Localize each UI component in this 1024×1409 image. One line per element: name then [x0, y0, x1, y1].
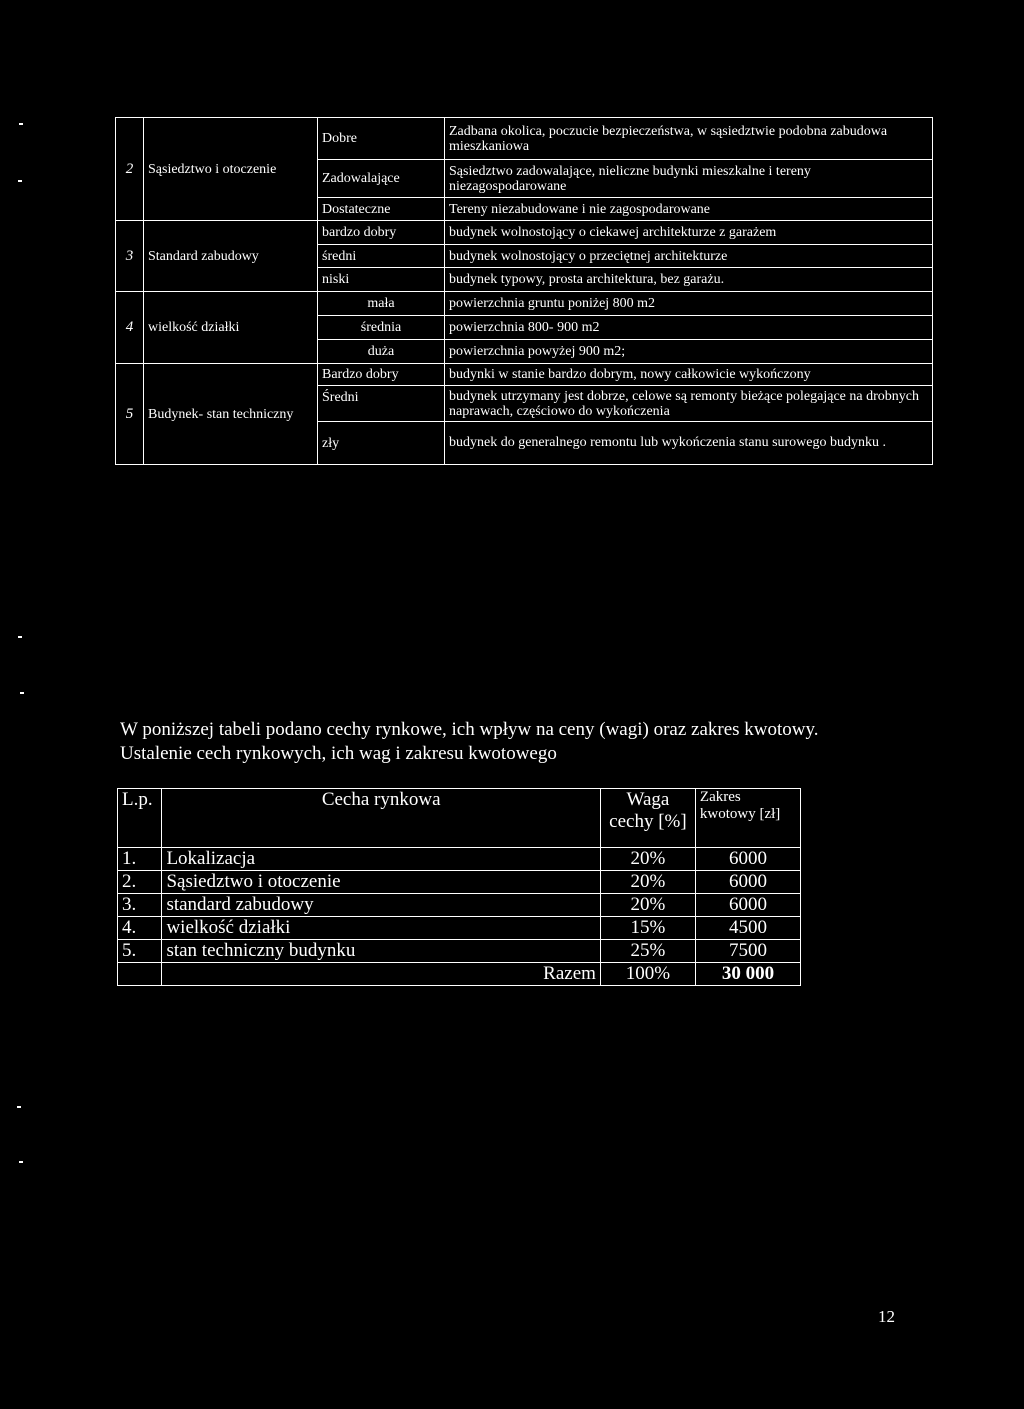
cell-feature: wielkość działki	[162, 917, 600, 940]
page-number: 12	[878, 1307, 895, 1326]
grade-description: budynek do generalnego remontu lub wykończenia stanu surowego budynku .	[445, 422, 933, 465]
scan-speck	[20, 692, 24, 694]
table-row	[118, 917, 801, 940]
grade-description: budynek wolnostojący o przeciętnej architekturze	[445, 245, 933, 268]
grade-description: Zadbana okolica, poczucie bezpieczeństwa, w sąsiedztwie podobna zabudowa mieszkaniowa	[445, 118, 933, 160]
cell-weight: 15%	[600, 917, 695, 940]
feature-name: wielkość działki	[144, 292, 318, 364]
row-number: 3	[116, 221, 144, 292]
grade-description: budynek typowy, prosta architektura, bez garażu.	[445, 268, 933, 292]
scan-speck	[17, 1106, 21, 1108]
caption-line-1: W poniższej tabeli podano cechy rynkowe, ich wpływ na ceny (wagi) oraz zakres kwotowy.	[120, 719, 819, 740]
header-feature: Cecha rynkowa	[162, 789, 600, 848]
grade-label: średni	[318, 245, 445, 268]
scan-speck	[19, 1161, 23, 1163]
cell-lp: 3.	[118, 894, 162, 917]
cell-weight: 20%	[600, 871, 695, 894]
grade-description: powierzchnia powyżej 900 m2;	[445, 340, 933, 364]
total-row	[118, 963, 801, 986]
grade-label: duża	[318, 340, 445, 364]
cell-amount: 6000	[695, 848, 800, 871]
feature-name: Standard zabudowy	[144, 221, 318, 292]
cell-feature: stan techniczny budynku	[162, 940, 600, 963]
grade-description: Sąsiedztwo zadowalające, nieliczne budynki mieszkalne i tereny niezagospodarowane	[445, 160, 933, 198]
row-number: 5	[116, 364, 144, 465]
cell-lp: 5.	[118, 940, 162, 963]
grade-description: powierzchnia 800- 900 m2	[445, 316, 933, 340]
scan-speck	[18, 636, 22, 638]
cell-weight: 20%	[600, 848, 695, 871]
table-row	[118, 871, 801, 894]
grade-label: średnia	[318, 316, 445, 340]
feature-name: Sąsiedztwo i otoczenie	[144, 118, 318, 221]
grade-label: Średni	[318, 386, 445, 422]
header-lp: L.p.	[118, 789, 162, 848]
grade-label: Dobre	[318, 118, 445, 160]
grade-label: niski	[318, 268, 445, 292]
cell-lp: 2.	[118, 871, 162, 894]
row-number: 2	[116, 118, 144, 221]
grade-label: mała	[318, 292, 445, 316]
cell-amount: 4500	[695, 917, 800, 940]
cell-lp: 1.	[118, 848, 162, 871]
total-amount: 30 000	[695, 963, 800, 986]
grade-label: Zadowalające	[318, 160, 445, 198]
caption-line-2: Ustalenie cech rynkowych, ich wag i zakresu kwotowego	[120, 743, 557, 764]
cell-weight: 20%	[600, 894, 695, 917]
features-table	[115, 117, 933, 465]
grade-description: powierzchnia gruntu poniżej 800 m2	[445, 292, 933, 316]
grade-label: Dostateczne	[318, 198, 445, 221]
grade-label: Bardzo dobry	[318, 364, 445, 386]
cell-amount: 7500	[695, 940, 800, 963]
header-weight: Waga cechy [%]	[600, 789, 695, 848]
total-label: Razem	[162, 963, 600, 986]
grade-description: budynek utrzymany jest dobrze, celowe są remonty bieżące polegające na drobnych naprawach, częściowo do wykończenia	[445, 386, 933, 422]
grade-description: budynek wolnostojący o ciekawej architekturze z garażem	[445, 221, 933, 245]
header-amount-range: Zakres kwotowy [zł]	[695, 789, 800, 848]
table-row	[118, 848, 801, 871]
feature-name: Budynek- stan techniczny	[144, 364, 318, 465]
cell-feature: standard zabudowy	[162, 894, 600, 917]
scan-speck	[19, 123, 23, 125]
grade-label: bardzo dobry	[318, 221, 445, 245]
cell-feature: Sąsiedztwo i otoczenie	[162, 871, 600, 894]
grade-description: Tereny niezabudowane i nie zagospodarowane	[445, 198, 933, 221]
scan-speck	[18, 180, 22, 182]
grade-label: zły	[318, 422, 445, 465]
table-header-row	[118, 789, 801, 848]
cell-lp-empty	[118, 963, 162, 986]
grade-description: budynki w stanie bardzo dobrym, nowy całkowicie wykończony	[445, 364, 933, 386]
table-row	[118, 894, 801, 917]
cell-weight: 25%	[600, 940, 695, 963]
weights-table	[117, 788, 801, 986]
table-row	[118, 940, 801, 963]
row-number: 4	[116, 292, 144, 364]
total-weight: 100%	[600, 963, 695, 986]
cell-feature: Lokalizacja	[162, 848, 600, 871]
cell-lp: 4.	[118, 917, 162, 940]
cell-amount: 6000	[695, 871, 800, 894]
cell-amount: 6000	[695, 894, 800, 917]
